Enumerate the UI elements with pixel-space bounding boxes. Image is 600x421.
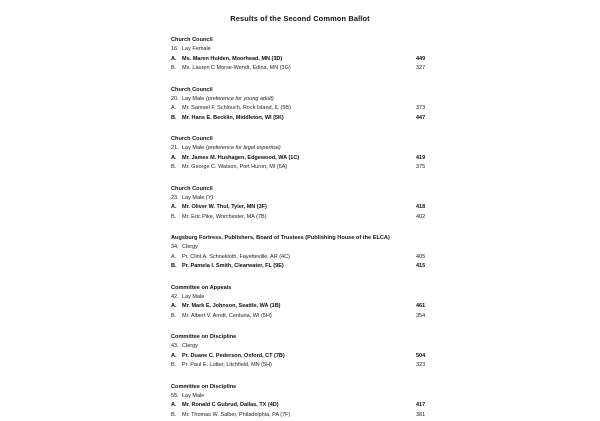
candidate-name: Mr. James M. Hushagen, Edgewood, WA (1C) (182, 154, 300, 161)
candidate-name: Ms. Maren Hulden, Moorhead, MN (3D) (182, 55, 283, 62)
position-label: Lay Male (182, 392, 205, 399)
ballot-section (171, 185, 470, 223)
position-number: 20. (171, 95, 179, 102)
candidate-letter: A. (171, 303, 177, 310)
ballot-section (171, 284, 470, 322)
candidate-row (171, 203, 470, 213)
position-note: (Y) (205, 194, 214, 201)
candidate-name: Mr. Albert V. Arndt, Centuria, WI (5H) (182, 312, 272, 319)
candidate-letter: B. (171, 164, 177, 171)
candidate-letter: A. (171, 154, 177, 161)
candidate-letter: A. (171, 402, 177, 409)
candidate-vote-count: 375 (416, 164, 426, 171)
candidate-letter: A. (171, 105, 177, 112)
ballot-section (171, 383, 470, 421)
ballot-section (171, 86, 470, 124)
candidate-vote-count: 415 (416, 263, 426, 270)
position-note: (preference for legal expertise) (205, 145, 281, 152)
candidate-row (171, 253, 470, 263)
candidate-vote-count: 417 (416, 402, 426, 409)
candidate-vote-count: 461 (416, 303, 426, 310)
candidate-letter: A. (171, 352, 177, 359)
candidate-name: Pr. Duane C. Pederson, Oxford, CT (7B) (182, 352, 285, 359)
candidate-row (171, 154, 470, 164)
position-label: Lay Male (182, 95, 205, 102)
position-number: 43. (171, 343, 179, 350)
section-heading: Committee on Appeals (171, 284, 232, 291)
page-title: Results of the Second Common Ballot (230, 14, 370, 23)
position-line (171, 95, 470, 104)
candidate-vote-count: 327 (416, 65, 426, 72)
ballot-section (171, 333, 470, 371)
candidate-letter: B. (171, 213, 177, 220)
candidate-name: Mr. Eric Pike, Worchester, MA (7B) (182, 213, 267, 220)
position-line (171, 194, 470, 203)
position-label: Clergy (182, 244, 198, 251)
position-number: 42. (171, 293, 179, 300)
position-line (171, 293, 470, 302)
candidate-name: Mr. Thomas W. Salber, Philadelphia, PA (7F) (182, 411, 291, 418)
position-label: Lay Male (182, 194, 205, 201)
results-list (171, 23, 470, 421)
candidate-name: Ms. Lauren C Morse-Wendt, Edina, MN (3G) (182, 65, 291, 72)
ballot-section (171, 36, 470, 74)
candidate-letter: B. (171, 114, 177, 121)
position-number: 23. (171, 194, 179, 201)
position-line (171, 45, 470, 54)
candidate-name: Mr. George C. Watson, Port Huron, MI (6A) (182, 164, 288, 171)
position-label: Clergy (182, 343, 198, 350)
candidate-vote-count: 418 (416, 204, 426, 211)
candidate-letter: B. (171, 411, 177, 418)
candidate-row (171, 104, 470, 114)
candidate-letter: A. (171, 253, 177, 260)
section-heading: Committee on Discipline (171, 383, 237, 390)
ballot-section (171, 234, 470, 272)
position-line (171, 144, 470, 153)
position-number: 16. (171, 46, 179, 53)
candidate-name: Mr. Hans E. Becklin, Middleton, WI (5K) (182, 114, 284, 121)
candidate-row (171, 401, 470, 411)
candidate-vote-count: 402 (416, 213, 426, 220)
candidate-name: Mr. Samuel F. Schlouch, Rock Island, IL (5B) (182, 105, 291, 112)
candidate-letter: B. (171, 263, 177, 270)
position-line (171, 342, 470, 351)
candidate-name: Mr. Mark E. Johnson, Seattle, WA (1B) (182, 303, 281, 310)
candidate-letter: B. (171, 362, 177, 369)
position-number: 55. (171, 392, 179, 399)
candidate-row (171, 114, 470, 124)
candidate-name: Pr. Paul E. Lutter, Litchfield, MN (5H) (182, 362, 272, 369)
candidate-vote-count: 381 (416, 411, 426, 418)
candidate-vote-count: 373 (416, 105, 426, 112)
candidate-name: Mr. Ronald C Gubrud, Dallas, TX (4D) (182, 402, 279, 409)
candidate-letter: B. (171, 312, 177, 319)
section-heading: Church Council (171, 185, 213, 192)
candidate-name: Pr. Clint A. Schnekloth, Fayetteville, AR (4C) (182, 253, 290, 260)
section-heading: Augsburg Fortress, Publishers, Board of Trustees (Publishing House of the ELCA) (171, 235, 390, 241)
candidate-letter: A. (171, 55, 177, 62)
candidate-row (171, 302, 470, 312)
candidate-vote-count: 323 (416, 362, 426, 369)
position-number: 34. (171, 244, 179, 251)
candidate-letter: A. (171, 204, 177, 211)
candidate-row (171, 163, 470, 173)
ballot-section (171, 135, 470, 173)
candidate-row (171, 262, 470, 272)
candidate-vote-count: 449 (416, 55, 426, 62)
section-heading: Church Council (171, 86, 213, 93)
candidate-name: Pr. Pamela I. Smith, Clearwater, FL (9E) (182, 263, 284, 270)
candidate-vote-count: 447 (416, 114, 426, 121)
candidate-vote-count: 405 (416, 253, 426, 260)
candidate-letter: B. (171, 65, 177, 72)
section-heading: Committee on Discipline (171, 334, 237, 340)
candidate-row (171, 411, 470, 421)
section-heading: Church Council (171, 136, 213, 142)
candidate-row (171, 213, 470, 223)
candidate-name: Mr. Oliver W. Thul, Tyler, MN (3F) (182, 204, 267, 211)
candidate-vote-count: 419 (416, 154, 426, 161)
position-label: Lay Male (182, 145, 205, 152)
candidate-row (171, 361, 470, 371)
candidate-row (171, 55, 470, 65)
position-number: 21. (171, 145, 179, 152)
candidate-row (171, 64, 470, 74)
candidate-vote-count: 504 (416, 352, 426, 359)
candidate-row (171, 352, 470, 362)
candidate-vote-count: 354 (416, 312, 426, 319)
position-label: Lay Male (182, 293, 205, 300)
position-label: Lay Female (182, 46, 211, 53)
section-heading: Church Council (171, 37, 213, 43)
position-line (171, 243, 470, 252)
position-note: (preference for young adult) (205, 95, 274, 102)
candidate-row (171, 312, 470, 322)
